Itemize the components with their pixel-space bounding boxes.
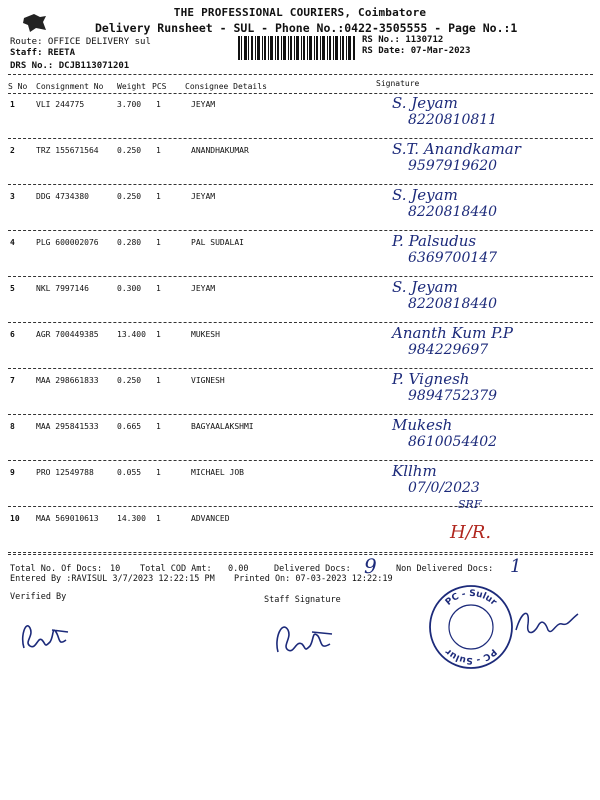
col-header-signature: Signature xyxy=(376,79,420,88)
row-consignment-no: MAA 295841533 xyxy=(36,422,99,431)
row-consignment-no: MAA 569010613 xyxy=(36,514,99,523)
row-divider xyxy=(8,460,593,461)
row-signature-name: S. Jeyam xyxy=(392,278,458,296)
cod-label: Total COD Amt: xyxy=(140,564,212,574)
row-sno: 2 xyxy=(10,146,15,155)
runsheet-subtitle: Delivery Runsheet - SUL - Phone No.:0422-3505555 - Page No.:1 xyxy=(95,21,518,35)
row-signature-name: P. Palsudus xyxy=(392,232,477,250)
row-sno: 6 xyxy=(10,330,15,339)
row-weight: 0.250 xyxy=(117,192,142,201)
row-pcs: 1 xyxy=(156,238,161,247)
row-divider xyxy=(8,552,593,553)
staff-label: Staff: REETA xyxy=(10,48,76,58)
row-pcs: 1 xyxy=(156,330,161,339)
stamp-top-text: PC - Sulur xyxy=(443,588,499,608)
row-consignment-no: DDG 4734380 xyxy=(36,192,89,201)
row-pcs: 1 xyxy=(156,192,161,201)
row-consignment-no: MAA 298661833 xyxy=(36,376,99,385)
barcode-icon xyxy=(238,36,356,60)
printed-on: Printed On: 07-03-2023 12:22:19 xyxy=(234,574,393,584)
row-signature-phone: 984229697 xyxy=(408,342,489,358)
row-weight: 3.700 xyxy=(117,100,142,109)
row-sno: 8 xyxy=(10,422,15,431)
row-signature-name: Mukesh xyxy=(392,416,453,434)
row-consignee: JEYAM xyxy=(191,192,216,201)
row-weight: 13.400 xyxy=(117,330,146,339)
row-divider xyxy=(8,506,593,507)
row-sno: 5 xyxy=(10,284,15,293)
row-signature-phone: 8220810811 xyxy=(408,112,498,128)
row-consignee: PAL SUDALAI xyxy=(191,238,244,247)
row-consignee: ANANDHAKUMAR xyxy=(191,146,249,155)
row-sno: 4 xyxy=(10,238,15,247)
table-bottom-rule xyxy=(8,554,593,555)
col-header-pcs: PCS xyxy=(152,82,167,91)
col-header-weight: Weight xyxy=(117,82,146,91)
row-pcs: 1 xyxy=(156,146,161,155)
row-consignee: VIGNESH xyxy=(191,376,225,385)
row-sno: 10 xyxy=(10,514,20,523)
row-weight: 14.300 xyxy=(117,514,146,523)
row-divider xyxy=(8,368,593,369)
route-label: Route: OFFICE DELIVERY sul xyxy=(10,37,151,47)
company-title: THE PROFESSIONAL COURIERS, Coimbatore xyxy=(173,6,427,19)
staff-signature xyxy=(272,608,338,660)
row-pcs: 1 xyxy=(156,514,161,523)
col-header-consignee: Consignee Details xyxy=(185,82,267,91)
row-weight: 0.250 xyxy=(117,146,142,155)
delivered-label: Delivered Docs: xyxy=(274,564,351,574)
col-header-consignment: Consignment No xyxy=(36,82,104,91)
row-signature-name: S.T. Anandkamar xyxy=(392,140,521,158)
drs-number: DRS No.: DCJB113071201 xyxy=(10,61,130,71)
row-signature-phone: 9597919620 xyxy=(408,158,498,174)
total-docs-label: Total No. Of Docs: xyxy=(10,564,103,574)
stamp-bottom-text: PC - Sulur xyxy=(443,646,499,666)
row-consignment-no: TRZ 155671564 xyxy=(36,146,99,155)
cod-value: 0.00 xyxy=(228,564,249,574)
row-consignee: MUKESH xyxy=(191,330,220,339)
row-pcs: 1 xyxy=(156,468,161,477)
row-weight: 0.665 xyxy=(117,422,142,431)
row-consignment-no: PLG 600002076 xyxy=(36,238,99,247)
row-signature-name: P. Vignesh xyxy=(392,370,470,388)
table-header-rule xyxy=(8,93,593,94)
row-consignee: BAGYAALAKSHMI xyxy=(191,422,254,431)
staff-signature-label: Staff Signature xyxy=(264,595,341,605)
stamp-signature xyxy=(512,600,584,644)
row-consignment-no: AGR 700449385 xyxy=(36,330,99,339)
row-signature-name: S. Jeyam xyxy=(392,186,458,204)
total-docs-value: 10 xyxy=(110,564,121,574)
row-consignee: JEYAM xyxy=(191,284,216,293)
table-top-rule xyxy=(8,74,593,75)
row-signature-extra: SRF xyxy=(458,498,482,511)
row-weight: 0.055 xyxy=(117,468,142,477)
row-signature-phone: 9894752379 xyxy=(408,388,498,404)
row-signature-name: S. Jeyam xyxy=(392,94,458,112)
row-signature-phone: 6369700147 xyxy=(408,250,498,266)
row-sno: 7 xyxy=(10,376,15,385)
row-sno: 1 xyxy=(10,100,15,109)
nondelivered-count-handwritten: 1 xyxy=(510,556,522,577)
row-signature-name: Ananth Kum P.P xyxy=(392,324,513,342)
row-pcs: 1 xyxy=(156,376,161,385)
row-weight: 0.300 xyxy=(117,284,142,293)
col-header-sno: S No xyxy=(8,82,28,91)
row-signature-note: H/R. xyxy=(450,522,492,543)
row-pcs: 1 xyxy=(156,422,161,431)
row-pcs: 1 xyxy=(156,284,161,293)
verified-by-label: Verified By xyxy=(10,592,67,602)
row-sno: 3 xyxy=(10,192,15,201)
office-stamp xyxy=(426,582,516,672)
row-divider xyxy=(8,322,593,323)
row-divider xyxy=(8,414,593,415)
row-consignment-no: NKL 7997146 xyxy=(36,284,89,293)
row-consignee: MICHAEL JOB xyxy=(191,468,244,477)
row-signature-phone: 8220818440 xyxy=(408,204,498,220)
row-sno: 9 xyxy=(10,468,15,477)
row-signature-phone: 8610054402 xyxy=(408,434,498,450)
row-divider xyxy=(8,184,593,185)
row-divider xyxy=(8,230,593,231)
row-weight: 0.250 xyxy=(117,376,142,385)
row-signature-phone: 8220818440 xyxy=(408,296,498,312)
delivered-count-handwritten: 9 xyxy=(364,554,377,578)
verifier-signature xyxy=(16,606,76,656)
row-divider xyxy=(8,276,593,277)
row-weight: 0.280 xyxy=(117,238,142,247)
row-consignment-no: PRO 12549788 xyxy=(36,468,94,477)
rs-number: RS No.: 1130712 xyxy=(362,35,444,45)
row-divider xyxy=(8,138,593,139)
row-signature-name: Kllhm xyxy=(392,462,437,480)
row-consignee: ADVANCED xyxy=(191,514,230,523)
row-consignee: JEYAM xyxy=(191,100,216,109)
row-signature-phone: 07/0/2023 xyxy=(408,480,480,496)
row-consignment-no: VLI 244775 xyxy=(36,100,85,109)
rs-date: RS Date: 07-Mar-2023 xyxy=(362,46,471,56)
entered-by: Entered By :RAVISUL 3/7/2023 12:22:15 PM xyxy=(10,574,215,584)
row-pcs: 1 xyxy=(156,100,161,109)
nondelivered-label: Non Delivered Docs: xyxy=(396,564,494,574)
